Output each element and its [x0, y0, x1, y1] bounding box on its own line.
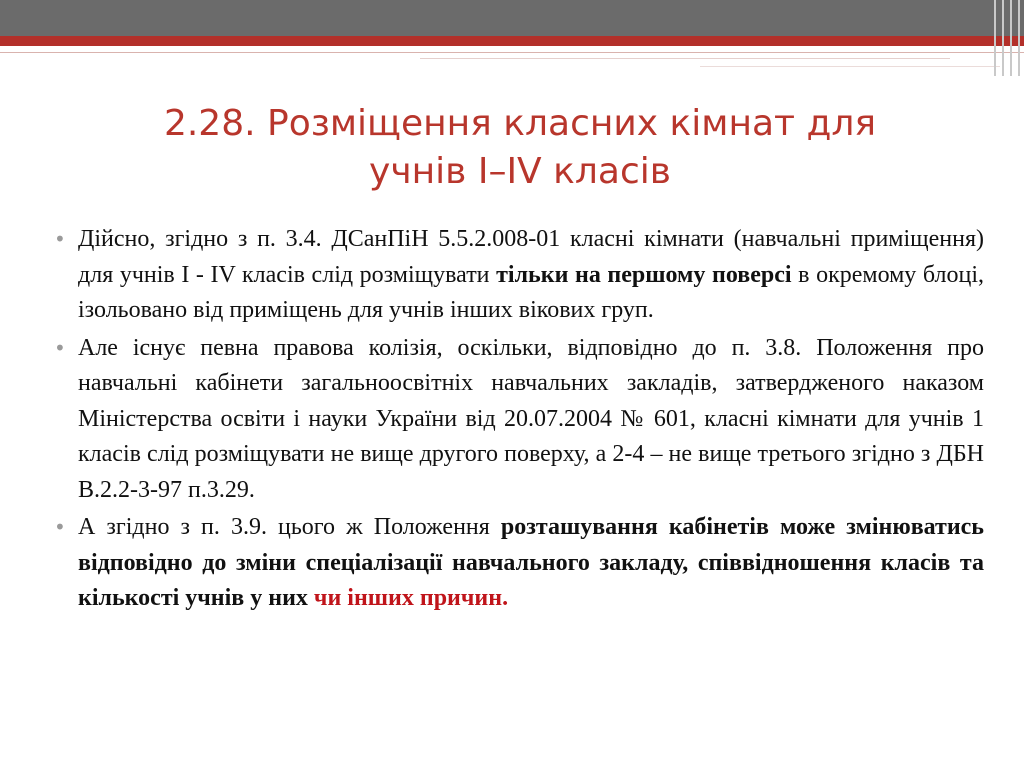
bullet-icon: • [54, 335, 66, 360]
bullet-icon: • [54, 227, 66, 251]
title-line-1: 2.28. Розміщення класних кімнат для [163, 103, 877, 144]
header-red-stripe [0, 36, 1024, 46]
bullet-text: А згідно з п. 3.9. цього ж Положення [78, 514, 501, 540]
bullet-item [54, 222, 984, 329]
decorative-line [700, 66, 1000, 67]
slide-title [60, 100, 980, 196]
decorative-line [0, 52, 1024, 53]
bullet-item [54, 510, 984, 617]
bullet-list [54, 222, 984, 619]
bullet-text: Дійсно, згідно з п. 3.4. ДСанПіН 5.5.2.008-01 класні кімнати (навчальні приміщення) для учнів I - IV класів слід розміщувати [78, 226, 984, 288]
decorative-vertical-lines [990, 0, 1024, 76]
decorative-line [420, 58, 950, 59]
header-bar [0, 0, 1024, 36]
bullet-icon: • [54, 515, 66, 539]
bullet-text-red-bold: чи інших причин. [313, 585, 509, 611]
bullet-text: в окремому блоці, ізольовано від приміщень для учнів інших вікових груп. [78, 261, 984, 323]
bullet-text: Але існує певна правова колізія, оскільки, відповідно до п. 3.8. Положення про навчальні кабінети загальноосвітніх навчальних закладів, затвердженого наказом Міністерства освіти і науки України від 20.07.2004 № 601, класні кімнати для учнів 1 класів слід розміщувати не вище другого поверху, а 2-4 – не вище третього згідно з ДБН В.2.2-3-97 п.3.29. [78, 334, 984, 503]
bullet-text-bold: тільки на першому поверсі [496, 261, 792, 288]
bullet-item [54, 331, 984, 509]
title-line-2: учнів I–IV класів [369, 151, 671, 192]
bullet-text-bold: розташування кабінетів може змінюватись відповідно до зміни спеціалізації навчального закладу, співвідношення класів та кількості учнів у них [78, 514, 984, 611]
